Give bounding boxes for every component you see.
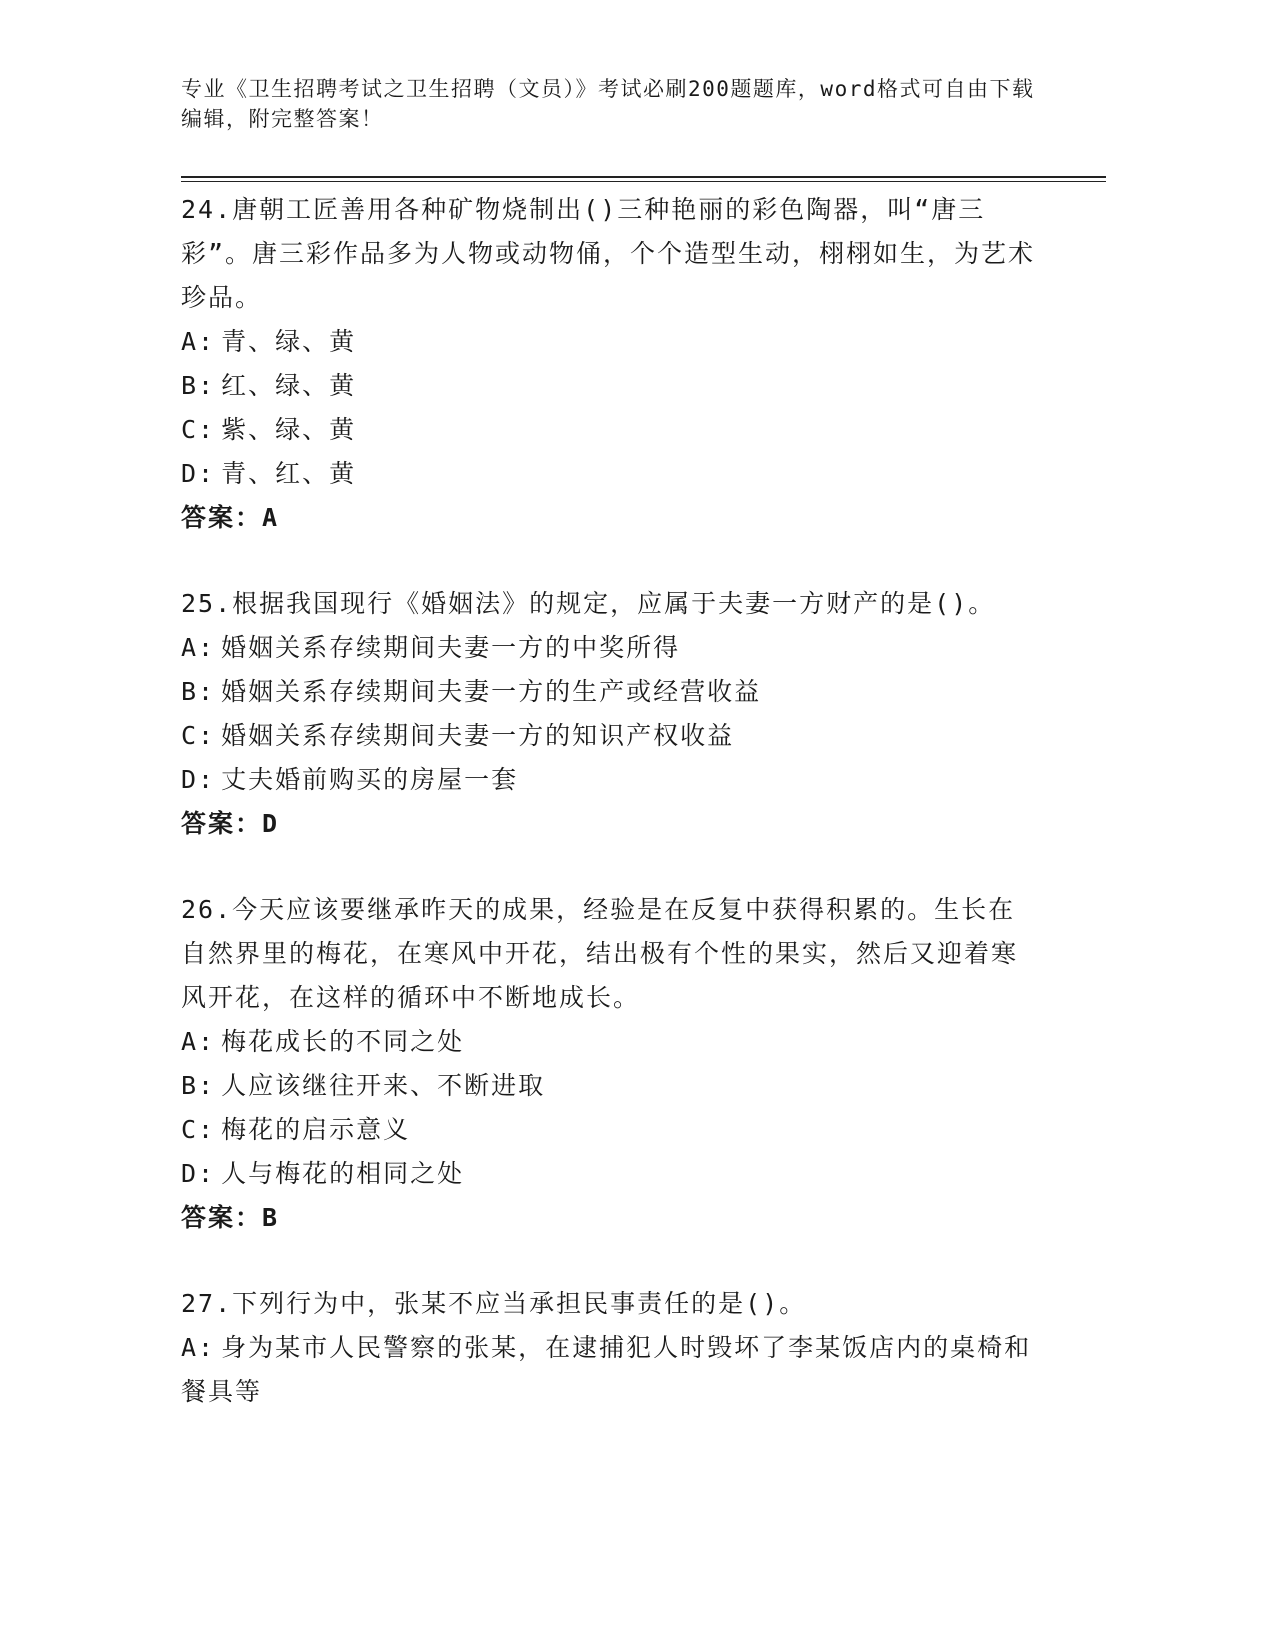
option-letter: A: (181, 1027, 216, 1056)
option-text: 紫、绿、黄 (221, 415, 357, 444)
option-text: 梅花的启示意义 (221, 1115, 411, 1144)
option-b (181, 670, 1041, 714)
option-text: 青、红、黄 (221, 459, 357, 488)
option-letter: B: (181, 371, 216, 400)
option-text: 婚姻关系存续期间夫妻一方的生产或经营收益 (221, 677, 762, 706)
option-b (181, 1064, 1041, 1108)
option-text: 青、绿、黄 (221, 327, 357, 356)
option-letter: D: (181, 459, 216, 488)
option-a (181, 320, 1041, 364)
option-letter: B: (181, 677, 216, 706)
option-b (181, 364, 1041, 408)
option-letter: A: (181, 633, 216, 662)
question-26 (181, 888, 1041, 1240)
answer-line: 答案：A (181, 503, 280, 532)
option-text: 婚姻关系存续期间夫妻一方的中奖所得 (221, 633, 681, 662)
option-letter: D: (181, 765, 216, 794)
option-text: 梅花成长的不同之处 (221, 1027, 465, 1056)
question-stem: 24.唐朝工匠善用各种矿物烧制出()三种艳丽的彩色陶器，叫“唐三彩”。唐三彩作品多为人物或动物俑，个个造型生动，栩栩如生，为艺术珍品。 (181, 195, 1036, 312)
question-stem: 25.根据我国现行《婚姻法》的规定，应属于夫妻一方财产的是()。 (181, 589, 996, 618)
question-stem: 27.下列行为中，张某不应当承担民事责任的是()。 (181, 1289, 807, 1318)
question-27 (181, 1282, 1041, 1414)
option-c (181, 408, 1041, 452)
option-text: 丈夫婚前购买的房屋一套 (221, 765, 519, 794)
option-letter: D: (181, 1159, 216, 1188)
option-letter: C: (181, 721, 216, 750)
option-text: 婚姻关系存续期间夫妻一方的知识产权收益 (221, 721, 735, 750)
option-c (181, 1108, 1041, 1152)
option-letter: B: (181, 1071, 216, 1100)
answer-line: 答案：D (181, 809, 280, 838)
option-a (181, 1326, 1041, 1414)
question-gap (181, 1240, 1041, 1282)
option-d (181, 758, 1041, 802)
option-d (181, 1152, 1041, 1196)
option-text: 红、绿、黄 (221, 371, 357, 400)
header-divider-thick (181, 176, 1106, 178)
document-header: 专业《卫生招聘考试之卫生招聘（文员）》考试必刷200题题库，word格式可自由下载编辑，附完整答案！ (181, 77, 1035, 131)
question-24 (181, 188, 1041, 540)
question-list (181, 188, 1041, 1414)
question-gap (181, 540, 1041, 582)
option-text: 身为某市人民警察的张某，在逮捕犯人时毁坏了李某饭店内的桌椅和餐具等 (181, 1333, 1032, 1406)
option-letter: C: (181, 415, 216, 444)
question-stem: 26.今天应该要继承昨天的成果，经验是在反复中获得积累的。生长在自然界里的梅花，在寒风中开花，结出极有个性的果实，然后又迎着寒风开花，在这样的循环中不断地成长。 (181, 895, 1019, 1012)
question-gap (181, 846, 1041, 888)
option-letter: A: (181, 1333, 216, 1362)
option-c (181, 714, 1041, 758)
option-text: 人应该继往开来、不断进取 (221, 1071, 546, 1100)
option-a (181, 626, 1041, 670)
option-letter: A: (181, 327, 216, 356)
option-letter: C: (181, 1115, 216, 1144)
option-a (181, 1020, 1041, 1064)
option-text: 人与梅花的相同之处 (221, 1159, 465, 1188)
answer-line: 答案：B (181, 1203, 280, 1232)
option-d (181, 452, 1041, 496)
question-25 (181, 582, 1041, 846)
header-divider-thin (181, 181, 1106, 182)
